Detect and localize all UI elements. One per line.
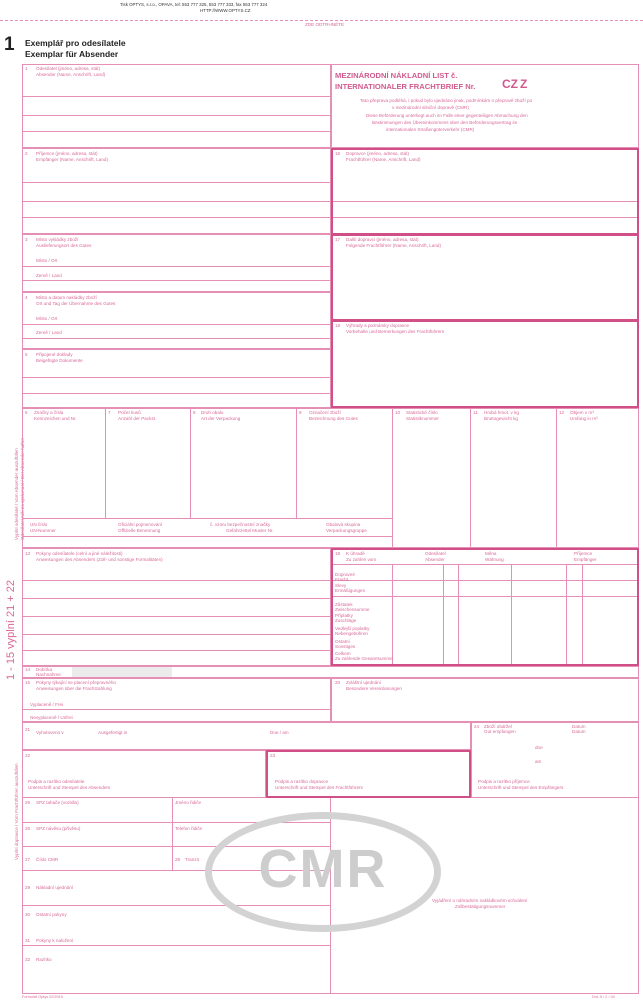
copy-number: 1 (4, 34, 15, 55)
title-z-code: Z (520, 77, 528, 91)
field-26-number: 26 (25, 826, 31, 831)
field-5-number: 5 (25, 352, 28, 357)
field-17-label-cz: Další dopravci (jméno, adresa, stát) (346, 237, 419, 242)
side-note-3: Vyplní dopravce / Vom Frachtführer auszufüllen (14, 763, 19, 860)
field-1-label-cz: Odesílatel (jméno, adresa, stát) (36, 66, 101, 71)
field-1-label-de: Absender (Name, Anschrift, Land) (36, 72, 106, 77)
footer-right: Dot. 5 / 2 / 04 (592, 995, 615, 999)
field-13-number: 13 (25, 551, 31, 556)
field-22-box[interactable] (22, 750, 266, 798)
title-text-4: Bestimmungen des Übereinkommens über den Beförderungsvertrag im (372, 120, 518, 125)
title-text-2: v mezinárodní silniční dopravě (CMR) (392, 105, 469, 110)
field-24-am: am (535, 759, 542, 764)
copy-title-de: Exemplar für Absender (25, 49, 119, 59)
col-7-label-cz: Počet kusů (118, 410, 141, 415)
field-13-box[interactable] (22, 548, 331, 666)
field-16-label-de: Frachtführer (Name, Anschrift, Land) (346, 157, 421, 162)
field-22-label-de: Unterschrift und Stempel des Absenders (28, 785, 111, 790)
field-3-place: Místo / Ort (36, 258, 58, 263)
pay-row-3: Zůstatek (335, 602, 353, 607)
field-20-number: 20 (335, 680, 341, 685)
field-29-number: 29 (25, 885, 31, 890)
field-21-label: Vyhotoveno v (36, 730, 64, 735)
pay-row-6-de: Sonstiges (335, 644, 356, 649)
field-28-label: Tranzit (185, 857, 199, 862)
pay-row-5-de: Nebengebühren (335, 631, 368, 636)
title-line-2: INTERNATIONALER FRACHTBRIEF Nr. (335, 82, 476, 91)
field-24-place: dne (535, 745, 543, 750)
printer-info: Tisk OPTYS, s.r.o., OPAVA, tel: 553 777 325, 553 777 333, fax 553 777 324 (120, 2, 268, 7)
field-5-label-cz: Připojené doklady (36, 352, 73, 357)
pay-row-7-de: Zu zahlende Gesamtsumme (335, 656, 393, 661)
field-23-label-de: Unterschrift und Stempel des Frachtführers (275, 785, 363, 790)
field-4-place: Místo / Ort (36, 316, 58, 321)
field-30-label: Ostatní pokyny (36, 912, 67, 917)
field-24-number: 24 (474, 724, 480, 729)
field-5-label-de: Beigefügte Dokumente (36, 358, 83, 363)
field-4-label-cz: Místo a datum nakládky zboží (36, 295, 97, 300)
col-6-label-de: Kennzeichen und Nr. (34, 416, 77, 421)
field-26-label: SPZ návěsu (přívěsu) (36, 826, 81, 831)
pay-row-2: Slevy (335, 583, 347, 588)
title-text-5: internationalen Straßengüterverkehr (CMR) (386, 127, 475, 132)
field-2-number: 2 (25, 151, 28, 156)
field-16-number: 16 (335, 151, 341, 156)
field-22-number: 22 (25, 753, 31, 758)
field-19-col-1-de: Absender (425, 557, 445, 562)
field-21-date: Dne / am (270, 730, 289, 735)
col-6-label-cz: Značky a čísla (34, 410, 64, 415)
pay-row-5: Vedlejší poplatky (335, 626, 370, 631)
un-hazard-label-de: Gefahrzettel Muster Nr. (226, 528, 274, 533)
copy-title-cz: Exemplář pro odesílatele (25, 38, 126, 48)
field-27-number: 27 (25, 857, 31, 862)
col-12-label-de: Umfang in m³ (570, 416, 598, 421)
field-15-number: 15 (25, 680, 31, 685)
field-19-col-3: Příjemce (574, 551, 593, 556)
field-20-label-de: Besondere Vereinbarungen (346, 686, 402, 691)
field-32-number: 32 (25, 957, 31, 962)
field-19-table[interactable] (331, 548, 639, 666)
pay-row-4: Příplatky (335, 613, 353, 618)
field-3-country: Země / Land (36, 273, 62, 278)
field-29-label: Nákladní ujednání (36, 885, 74, 890)
col-11-label-cz: Hrubá hmot. v kg (484, 410, 519, 415)
side-note-1: Vyplní odesílatel / Vom Absender auszufüllen (14, 448, 19, 540)
field-23-label-cz: Podpis a razítko dopravce (275, 779, 329, 784)
col-7-number: 7 (108, 410, 111, 415)
pay-row-7: Celkem (335, 651, 351, 656)
col-9-label-cz: Označení zboží (309, 410, 341, 415)
field-2-label-cz: Příjemce (jméno, adresa, stát) (36, 151, 98, 156)
field-32-label: Razítko (36, 957, 52, 962)
col-7-label-de: Anzahl der Packst. (118, 416, 157, 421)
field-4-label-de: Ort und Tag der Übernahme des Gutes (36, 301, 116, 306)
col-9-label-de: Bezeichnung des Gutes (309, 416, 358, 421)
field-24-date-de: Datum (572, 729, 586, 734)
field-24-sig: Podpis a razítko příjemce (478, 779, 530, 784)
pay-row-6: Ostatní (335, 639, 350, 644)
field-24-label-cz: Zboží obdržel (484, 724, 512, 729)
field-14-label-de: Nachnahme (36, 672, 61, 677)
side-note-2: Odesílatel ručí za správnost / Der Absender haftet (20, 438, 25, 540)
field-19-number: 19 (335, 551, 341, 556)
field-15-label-de: Anweisungen über die Frachtzahlung (36, 686, 112, 691)
title-line-1: MEZINÁRODNÍ NÁKLADNÍ LIST č. (335, 71, 458, 80)
field-19-title: K úhradě (346, 551, 365, 556)
field-14-number: 14 (25, 667, 31, 672)
field-19-col-2-de: Währung (485, 557, 504, 562)
field-24-date: Datum (572, 724, 586, 729)
pay-row-2-de: Ermäßigungen (335, 588, 366, 593)
un-packing-label: Obalová skupina (326, 522, 361, 527)
field-4-country: Země / Land (36, 330, 62, 335)
title-cz-code: CZ (502, 77, 518, 91)
pay-row-1-de: Fracht (335, 577, 349, 582)
footer-left: Formulář Optys 02/2015 (22, 995, 63, 999)
col-8-number: 8 (193, 410, 196, 415)
field-27-label: Číslo CMR (36, 857, 59, 862)
field-15-option-a: Vyplaceně / Frei (30, 702, 64, 707)
col-10-number: 10 (395, 410, 401, 415)
side-number-label: 1 - 15 vyplní 21 + 22 (5, 580, 17, 680)
field-21-box[interactable] (22, 722, 471, 750)
field-15-label-cz: Pokyny týkající se placení přepravného (36, 680, 116, 685)
field-14-label-cz: Dobírka (36, 667, 53, 672)
un-number-label-de: UN-Nummer (30, 528, 56, 533)
field-17-label-de: Folgende Frachtführer (Name, Anschrift, Land) (346, 243, 441, 248)
field-22-label-cz: Podpis a razítko odesílatele (28, 779, 85, 784)
field-19-title-de: Zu zahlen vom (346, 557, 377, 562)
title-text-3: Diese Beförderung unterliegt auch im Falle einer gegenteiligen Abmachung den (366, 113, 528, 118)
field-24-sig-de: Unterschrift und Stempel des Empfängers (478, 785, 564, 790)
field-4-number: 4 (25, 295, 28, 300)
field-31-label: Pokyny k naložení (36, 938, 74, 943)
tear-here-label: ZDE ODTRHNĚTE (305, 22, 345, 27)
cmr-watermark-text: CMR (258, 839, 388, 899)
field-26-right: Telefon řidiče (175, 826, 203, 831)
field-31-number: 31 (25, 938, 31, 943)
field-31-right-1: Vyjádření o náhradním nakládkovém schválení (432, 898, 528, 903)
field-3-number: 3 (25, 237, 28, 242)
field-19-col-1: Odesílatel (425, 551, 446, 556)
un-name-label-de: Offizielle Benennung (118, 528, 161, 533)
field-19-col-2: Měna (485, 551, 497, 556)
field-13-label-de: Anweisungen des Absenders (Zoll- und sonstige Formalitäten) (36, 557, 163, 562)
pay-row-1: Dopravné (335, 572, 355, 577)
field-1-number: 1 (25, 66, 28, 71)
col-11-number: 11 (473, 410, 478, 415)
field-3-label-cz: Místo vykládky zboží (36, 237, 79, 242)
field-19-col-3-de: Empfänger (574, 557, 597, 562)
field-20-label-cz: Zvláštní ujednání (346, 680, 381, 685)
col-12-number: 12 (559, 410, 565, 415)
field-18-label-cz: Výhrady a poznámky dopravce (346, 323, 410, 328)
title-text-1: Tato přeprava podléhá, i pokud bylo ujednáno jinak, podmínkám o přepravě zboží po (360, 98, 533, 103)
printer-url: HTTP://WWW.OPTYS.CZ (200, 8, 251, 13)
field-1-box[interactable] (22, 64, 331, 148)
un-packing-label-de: Verpackungsgruppe (326, 528, 367, 533)
field-21-number: 21 (25, 727, 31, 732)
un-name-label: Oficiální pojmenování (118, 522, 163, 527)
field-16-label-cz: Dopravce (jméno, adresa, stát) (346, 151, 410, 156)
col-11-label-de: Bruttogewicht kg (484, 416, 518, 421)
col-8-label-cz: Druh obalu (201, 410, 224, 415)
col-8-label-de: Art der Verpackung (201, 416, 241, 421)
field-28-number: 28 (175, 857, 181, 862)
field-2-label-de: Empfänger (Name, Anschrift, Land) (36, 157, 109, 162)
field-31-right-2: Zollbestätigungsnummer (455, 904, 506, 909)
field-13-label-cz: Pokyny odesílatele (celní a jiné náležitosti) (36, 551, 123, 556)
col-9-number: 9 (299, 410, 302, 415)
pay-row-4-de: Zuschläge (335, 618, 357, 623)
field-25-right: Jméno řidiče (175, 800, 202, 805)
field-24-label-de: Gut empfangen (484, 729, 516, 734)
field-18-number: 18 (335, 323, 341, 328)
col-6-number: 6 (25, 410, 28, 415)
field-14-shaded-input[interactable] (72, 667, 172, 677)
tear-line (0, 20, 643, 21)
field-21-label-de: Ausgefertigt in (98, 730, 128, 735)
field-23-number: 23 (270, 753, 276, 758)
field-15-option-b: Nevyplaceně / Unfrei (30, 715, 73, 720)
un-number-label: UN číslo (30, 522, 48, 527)
field-25-number: 25 (25, 800, 31, 805)
pay-row-3-de: Zwischensumme (335, 607, 370, 612)
un-hazard-label: č. vzoru bezpečnostní značky (210, 522, 271, 527)
col-10-label-cz: Statistické číslo (406, 410, 438, 415)
col-12-label-cz: Objem v m³ (570, 410, 594, 415)
field-3-label-de: Auslieferungsort des Gutes (36, 243, 92, 248)
field-23-box[interactable] (266, 750, 471, 798)
field-30-number: 30 (25, 912, 31, 917)
field-17-number: 17 (335, 237, 341, 242)
field-18-label-de: Vorbehalte und Bemerkungen des Frachtführers (346, 329, 445, 334)
col-10-label-de: Statistiknummer (406, 416, 439, 421)
field-25-label: SPZ tahače (vozidla) (36, 800, 79, 805)
